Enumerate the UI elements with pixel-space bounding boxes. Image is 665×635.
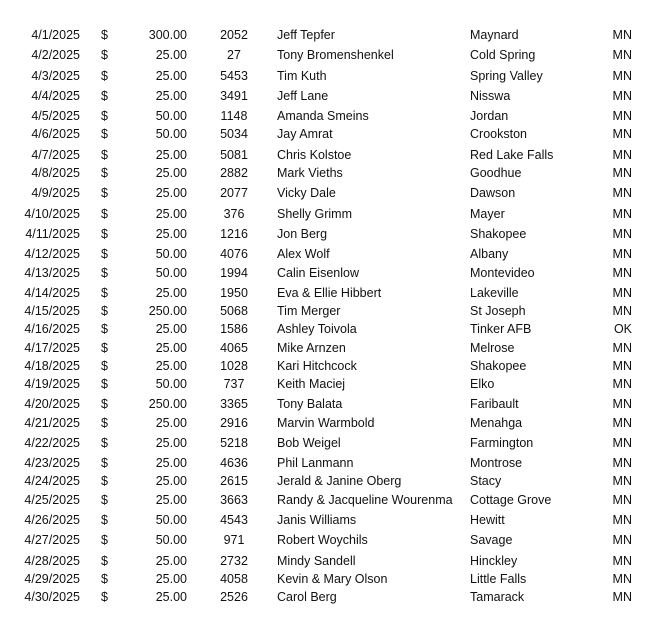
amount-cell: 25.00 — [155, 554, 187, 568]
city-cell: Tinker AFB — [470, 322, 532, 336]
date-cell: 4/2/2025 — [31, 48, 80, 62]
id-number-cell: 5034 — [220, 127, 248, 141]
donor-name-cell: Randy & Jacqueline Wourenma — [277, 493, 453, 507]
id-number-cell: 4636 — [220, 456, 248, 470]
amount-cell: 25.00 — [155, 341, 187, 355]
id-number-cell: 3491 — [220, 89, 248, 103]
amount-cell: 50.00 — [155, 247, 187, 261]
id-number-cell: 4543 — [220, 513, 248, 527]
id-number-cell: 1950 — [220, 286, 248, 300]
id-number-cell: 1028 — [220, 359, 248, 373]
state-cell: MN — [612, 186, 632, 200]
date-cell: 4/6/2025 — [31, 127, 80, 141]
state-cell: MN — [612, 377, 632, 391]
currency-symbol: $ — [101, 359, 108, 373]
donor-name-cell: Keith Maciej — [277, 377, 346, 391]
state-cell: MN — [612, 474, 632, 488]
id-number-cell: 4058 — [220, 572, 248, 586]
table-row — [0, 357, 665, 375]
date-cell: 4/28/2025 — [24, 554, 80, 568]
donor-name-cell: Kevin & Mary Olson — [277, 572, 388, 586]
id-number-cell: 5218 — [220, 436, 248, 450]
state-cell: MN — [612, 69, 632, 83]
table-row — [0, 107, 665, 125]
date-cell: 4/20/2025 — [24, 397, 80, 411]
id-number-cell: 2916 — [220, 416, 248, 430]
amount-cell: 25.00 — [155, 572, 187, 586]
state-cell: OK — [613, 322, 632, 336]
state-cell: MN — [612, 554, 632, 568]
id-number-cell: 3365 — [220, 397, 248, 411]
table-row — [0, 146, 665, 164]
date-cell: 4/30/2025 — [24, 590, 80, 604]
donor-name-cell: Amanda Smeins — [277, 109, 369, 123]
currency-symbol: $ — [101, 533, 108, 547]
state-cell: MN — [612, 266, 632, 280]
city-cell: Hewitt — [470, 513, 505, 527]
date-cell: 4/17/2025 — [24, 341, 80, 355]
city-cell: Cold Spring — [470, 48, 536, 62]
state-cell: MN — [612, 493, 632, 507]
donor-name-cell: Ashley Toivola — [277, 322, 357, 336]
id-number-cell: 2052 — [220, 28, 248, 42]
city-cell: Maynard — [470, 28, 519, 42]
currency-symbol: $ — [101, 572, 108, 586]
id-number-cell: 1586 — [220, 322, 248, 336]
currency-symbol: $ — [101, 590, 108, 604]
currency-symbol: $ — [101, 109, 108, 123]
amount-cell: 25.00 — [155, 286, 187, 300]
amount-cell: 25.00 — [155, 148, 187, 162]
donor-name-cell: Alex Wolf — [277, 247, 330, 261]
city-cell: Goodhue — [470, 166, 522, 180]
donor-name-cell: Janis Williams — [277, 513, 357, 527]
city-cell: Farmington — [470, 436, 534, 450]
date-cell: 4/19/2025 — [24, 377, 80, 391]
state-cell: MN — [612, 89, 632, 103]
state-cell: MN — [612, 247, 632, 261]
city-cell: Savage — [470, 533, 513, 547]
amount-cell: 25.00 — [155, 69, 187, 83]
amount-cell: 50.00 — [155, 513, 187, 527]
table-row — [0, 570, 665, 588]
table-row — [0, 414, 665, 432]
donor-name-cell: Marvin Warmbold — [277, 416, 375, 430]
amount-cell: 25.00 — [155, 227, 187, 241]
donor-name-cell: Tim Kuth — [277, 69, 327, 83]
table-row — [0, 67, 665, 85]
currency-symbol: $ — [101, 266, 108, 280]
id-number-cell: 4076 — [220, 247, 248, 261]
currency-symbol: $ — [101, 69, 108, 83]
donor-name-cell: Phil Lanmann — [277, 456, 354, 470]
amount-cell: 25.00 — [155, 322, 187, 336]
city-cell: Stacy — [470, 474, 502, 488]
currency-symbol: $ — [101, 322, 108, 336]
id-number-cell: 2615 — [220, 474, 248, 488]
city-cell: Tamarack — [470, 590, 525, 604]
id-number-cell: 27 — [227, 48, 241, 62]
amount-cell: 250.00 — [148, 304, 187, 318]
currency-symbol: $ — [101, 397, 108, 411]
state-cell: MN — [612, 304, 632, 318]
state-cell: MN — [612, 286, 632, 300]
table-row — [0, 395, 665, 413]
id-number-cell: 3663 — [220, 493, 248, 507]
date-cell: 4/16/2025 — [24, 322, 80, 336]
currency-symbol: $ — [101, 341, 108, 355]
state-cell: MN — [612, 590, 632, 604]
date-cell: 4/7/2025 — [31, 148, 80, 162]
city-cell: Albany — [470, 247, 509, 261]
state-cell: MN — [612, 166, 632, 180]
amount-cell: 50.00 — [155, 127, 187, 141]
city-cell: St Joseph — [470, 304, 526, 318]
currency-symbol: $ — [101, 28, 108, 42]
currency-symbol: $ — [101, 456, 108, 470]
amount-cell: 25.00 — [155, 436, 187, 450]
date-cell: 4/27/2025 — [24, 533, 80, 547]
date-cell: 4/15/2025 — [24, 304, 80, 318]
table-row — [0, 588, 665, 606]
city-cell: Shakopee — [470, 227, 527, 241]
currency-symbol: $ — [101, 89, 108, 103]
state-cell: MN — [612, 48, 632, 62]
table-row — [0, 164, 665, 182]
city-cell: Dawson — [470, 186, 516, 200]
amount-cell: 25.00 — [155, 48, 187, 62]
donor-name-cell: Jon Berg — [277, 227, 328, 241]
date-cell: 4/23/2025 — [24, 456, 80, 470]
id-number-cell: 971 — [223, 533, 245, 547]
date-cell: 4/21/2025 — [24, 416, 80, 430]
table-row — [0, 511, 665, 529]
state-cell: MN — [612, 572, 632, 586]
amount-cell: 25.00 — [155, 166, 187, 180]
date-cell: 4/22/2025 — [24, 436, 80, 450]
city-cell: Elko — [470, 377, 495, 391]
amount-cell: 300.00 — [148, 28, 187, 42]
table-row — [0, 339, 665, 357]
amount-cell: 25.00 — [155, 456, 187, 470]
currency-symbol: $ — [101, 247, 108, 261]
currency-symbol: $ — [101, 436, 108, 450]
id-number-cell: 2882 — [220, 166, 248, 180]
table-row — [0, 472, 665, 490]
table-row — [0, 46, 665, 64]
amount-cell: 25.00 — [155, 493, 187, 507]
table-row — [0, 302, 665, 320]
currency-symbol: $ — [101, 207, 108, 221]
donor-name-cell: Kari Hitchcock — [277, 359, 357, 373]
currency-symbol: $ — [101, 554, 108, 568]
city-cell: Melrose — [470, 341, 515, 355]
donor-name-cell: Jerald & Janine Oberg — [277, 474, 402, 488]
donor-name-cell: Tim Merger — [277, 304, 341, 318]
amount-cell: 50.00 — [155, 109, 187, 123]
city-cell: Montrose — [470, 456, 523, 470]
currency-symbol: $ — [101, 513, 108, 527]
table-row — [0, 205, 665, 223]
currency-symbol: $ — [101, 493, 108, 507]
amount-cell: 25.00 — [155, 207, 187, 221]
donor-name-cell: Jeff Tepfer — [277, 28, 335, 42]
donor-name-cell: Mike Arnzen — [277, 341, 346, 355]
city-cell: Hinckley — [470, 554, 518, 568]
amount-cell: 25.00 — [155, 416, 187, 430]
city-cell: Cottage Grove — [470, 493, 552, 507]
date-cell: 4/25/2025 — [24, 493, 80, 507]
currency-symbol: $ — [101, 48, 108, 62]
donor-name-cell: Carol Berg — [277, 590, 337, 604]
donor-name-cell: Bob Weigel — [277, 436, 341, 450]
city-cell: Shakopee — [470, 359, 527, 373]
donor-name-cell: Calin Eisenlow — [277, 266, 359, 280]
id-number-cell: 2077 — [220, 186, 248, 200]
currency-symbol: $ — [101, 227, 108, 241]
id-number-cell: 4065 — [220, 341, 248, 355]
donor-name-cell: Shelly Grimm — [277, 207, 353, 221]
state-cell: MN — [612, 513, 632, 527]
city-cell: Mayer — [470, 207, 505, 221]
currency-symbol: $ — [101, 148, 108, 162]
id-number-cell: 2732 — [220, 554, 248, 568]
table-row — [0, 552, 665, 570]
currency-symbol: $ — [101, 166, 108, 180]
id-number-cell: 1148 — [220, 109, 248, 123]
state-cell: MN — [612, 109, 632, 123]
date-cell: 4/1/2025 — [31, 28, 80, 42]
table-row — [0, 245, 665, 263]
date-cell: 4/26/2025 — [24, 513, 80, 527]
currency-symbol: $ — [101, 127, 108, 141]
table-row — [0, 284, 665, 302]
date-cell: 4/29/2025 — [24, 572, 80, 586]
donor-name-cell: Jeff Lane — [277, 89, 329, 103]
id-number-cell: 1994 — [220, 266, 248, 280]
table-row — [0, 320, 665, 338]
currency-symbol: $ — [101, 377, 108, 391]
donor-name-cell: Chris Kolstoe — [277, 148, 352, 162]
date-cell: 4/9/2025 — [31, 186, 80, 200]
table-row — [0, 434, 665, 452]
currency-symbol: $ — [101, 304, 108, 318]
currency-symbol: $ — [101, 416, 108, 430]
state-cell: MN — [612, 148, 632, 162]
donor-name-cell: Mindy Sandell — [277, 554, 356, 568]
table-row — [0, 87, 665, 105]
table-row — [0, 184, 665, 202]
city-cell: Jordan — [470, 109, 509, 123]
date-cell: 4/18/2025 — [24, 359, 80, 373]
date-cell: 4/24/2025 — [24, 474, 80, 488]
city-cell: Faribault — [470, 397, 519, 411]
state-cell: MN — [612, 436, 632, 450]
table-row — [0, 491, 665, 509]
amount-cell: 25.00 — [155, 474, 187, 488]
donor-name-cell: Tony Bromenshenkel — [277, 48, 394, 62]
donor-name-cell: Jay Amrat — [277, 127, 333, 141]
currency-symbol: $ — [101, 286, 108, 300]
state-cell: MN — [612, 207, 632, 221]
date-cell: 4/4/2025 — [31, 89, 80, 103]
city-cell: Little Falls — [470, 572, 527, 586]
amount-cell: 25.00 — [155, 359, 187, 373]
date-cell: 4/14/2025 — [24, 286, 80, 300]
city-cell: Montevideo — [470, 266, 535, 280]
state-cell: MN — [612, 127, 632, 141]
state-cell: MN — [612, 533, 632, 547]
city-cell: Lakeville — [470, 286, 519, 300]
id-number-cell: 376 — [223, 207, 245, 221]
city-cell: Menahga — [470, 416, 523, 430]
state-cell: MN — [612, 456, 632, 470]
date-cell: 4/13/2025 — [24, 266, 80, 280]
amount-cell: 50.00 — [155, 266, 187, 280]
table-row — [0, 125, 665, 143]
table-row — [0, 225, 665, 243]
table-row — [0, 454, 665, 472]
state-cell: MN — [612, 227, 632, 241]
id-number-cell: 5068 — [220, 304, 248, 318]
currency-symbol: $ — [101, 474, 108, 488]
state-cell: MN — [612, 416, 632, 430]
amount-cell: 50.00 — [155, 377, 187, 391]
donor-name-cell: Robert Woychils — [277, 533, 368, 547]
currency-symbol: $ — [101, 186, 108, 200]
id-number-cell: 5453 — [220, 69, 248, 83]
id-number-cell: 5081 — [220, 148, 248, 162]
date-cell: 4/5/2025 — [31, 109, 80, 123]
date-cell: 4/3/2025 — [31, 69, 80, 83]
amount-cell: 50.00 — [155, 533, 187, 547]
state-cell: MN — [612, 28, 632, 42]
amount-cell: 25.00 — [155, 186, 187, 200]
amount-cell: 25.00 — [155, 89, 187, 103]
date-cell: 4/8/2025 — [31, 166, 80, 180]
id-number-cell: 737 — [223, 377, 245, 391]
donor-name-cell: Vicky Dale — [277, 186, 336, 200]
city-cell: Nisswa — [470, 89, 511, 103]
date-cell: 4/10/2025 — [24, 207, 80, 221]
state-cell: MN — [612, 341, 632, 355]
city-cell: Crookston — [470, 127, 527, 141]
table-row — [0, 264, 665, 282]
table-row — [0, 531, 665, 549]
donor-name-cell: Eva & Ellie Hibbert — [277, 286, 382, 300]
amount-cell: 25.00 — [155, 590, 187, 604]
date-cell: 4/11/2025 — [25, 227, 80, 241]
city-cell: Red Lake Falls — [470, 148, 554, 162]
id-number-cell: 2526 — [220, 590, 248, 604]
amount-cell: 250.00 — [148, 397, 187, 411]
table-row — [0, 375, 665, 393]
state-cell: MN — [612, 397, 632, 411]
date-cell: 4/12/2025 — [24, 247, 80, 261]
donor-name-cell: Tony Balata — [277, 397, 343, 411]
state-cell: MN — [612, 359, 632, 373]
id-number-cell: 1216 — [220, 227, 248, 241]
donor-name-cell: Mark Vieths — [277, 166, 343, 180]
table-row — [0, 26, 665, 44]
city-cell: Spring Valley — [470, 69, 543, 83]
